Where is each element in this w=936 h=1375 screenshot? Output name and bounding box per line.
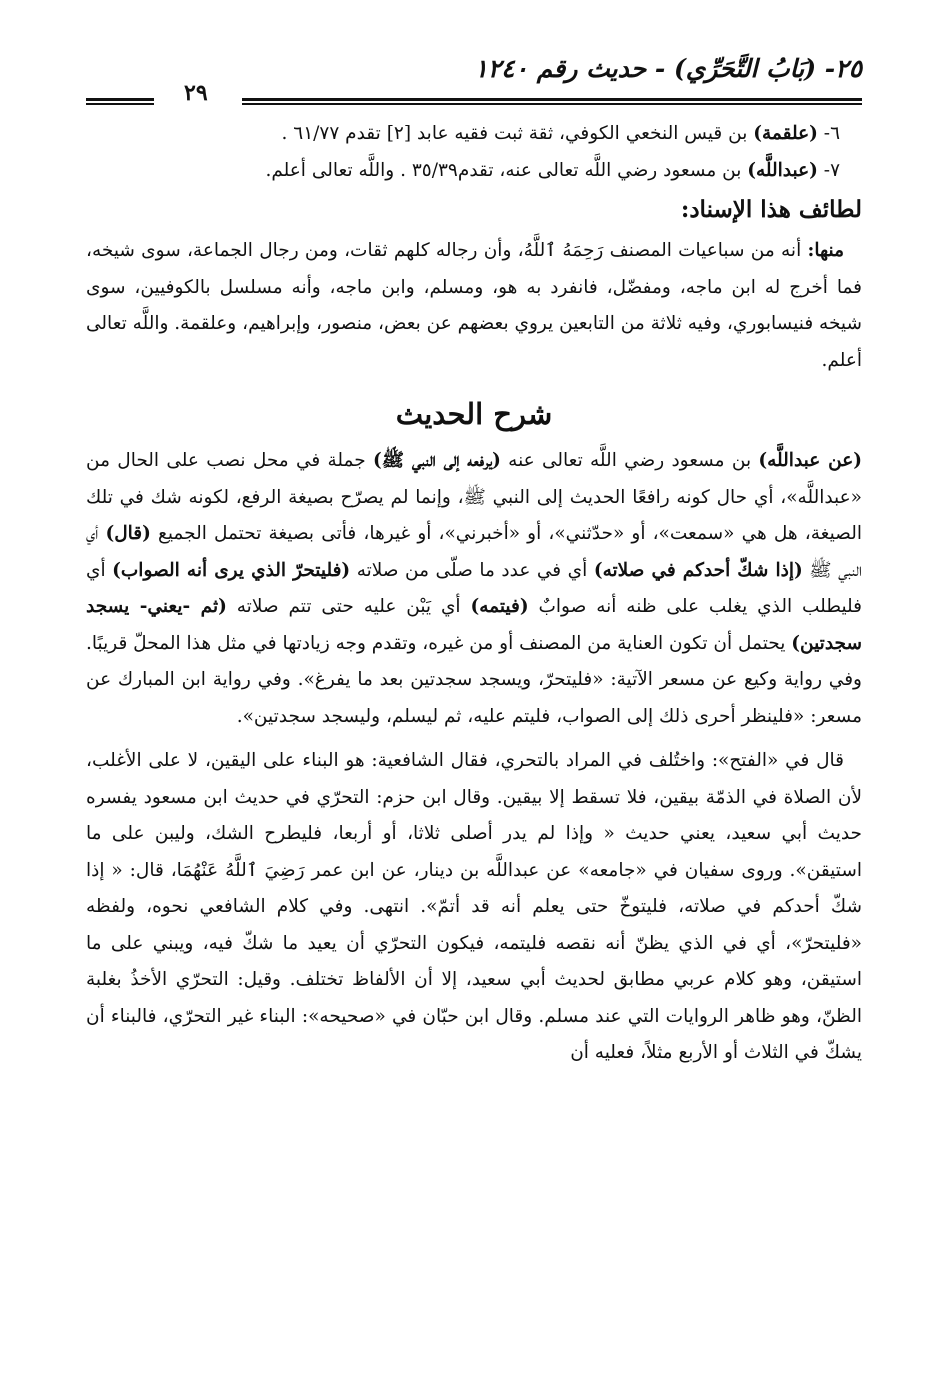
header-rule-long: [242, 98, 862, 105]
hadith-quote: (فيتمه): [470, 596, 529, 617]
header-rule-short: [86, 98, 154, 105]
page-header: [86, 46, 862, 106]
hadith-quote: (عن عبداللَّه): [758, 450, 862, 471]
page-body: [86, 116, 862, 1072]
hadith-quote: (فليتحرّ الذي يرى أنه الصواب): [112, 559, 351, 581]
narrator-name: (عبداللَّه): [747, 159, 818, 181]
commentary-text: يحتمل أن تكون العناية من المصنف أو من غيره، وتقدم وجه زيادتها في مثل هذا المحلّ قريبًا. وفي رواية وكيع عن مسعر الآتية: «فليتحرّ، ويسجد سجدتين بعد ما يفرغ». وفي رواية ابن المبارك عن مسعر: «فلينظر أحرى ذلك إلى الصواب، فليتم عليه، ثم ليسلم، وليسجد سجدتين».: [85, 632, 862, 727]
hadith-quote: (يرفعه إلى النبي ﷺ): [372, 450, 501, 471]
running-title: ٢٥- (بَابُ التَّحَرِّي) - حديث رقم ١٢٤٠: [474, 54, 862, 83]
narrator-text: بن قيس النخعي الكوفي، ثقة ثبت فقيه عابد [٢] تقدم ٦١/٧٧ .: [281, 123, 748, 144]
narrator-number: ٦-: [823, 123, 840, 144]
lataif-heading: لطائف هذا الإسناد:: [680, 196, 862, 223]
narrator-entry: [86, 153, 862, 190]
narrator-number: ٧-: [823, 159, 840, 181]
narrator-name: (علقمة): [753, 123, 818, 144]
hadith-quote: (قال): [105, 523, 151, 544]
commentary-text: أي يَبْن عليه حتى تتم صلاته: [226, 596, 471, 617]
narrator-text: بن مسعود رضي اللَّه تعالى عنه، تقدم٣٥/٣٩ . واللَّه تعالى أعلم.: [265, 159, 742, 181]
sharh-paragraph-2: قال في «الفتح»: واختُلف في المراد بالتحري، فقال الشافعية: هو البناء على اليقين، لا على الأغلب، لأن الصلاة في الذمّة بيقين، فلا تسقط إلا بيقين. وقال ابن حزم: التحرّي في حديث ابن مسعود يفسره حديث أبي سعيد، يعني حديث « وإذا لم يدر أصلى ثلاثا، أو أربعا، فليطرح الشك، وليبن على ما استيقن». وروى سفيان في «جامعه» عن عبداللَّه بن دينار، عن ابن عمر رَضِيَ ٱللَّهُ عَنْهُمَا، قال: « إذا شكّ أحدكم في صلاته، فليتوخّ حتى يعلم أنه قد أتمّ». انتهى. وفي كلام الشافعي نحوه، ولفظه «فليتحرّ»، أي في الذي يظنّ أنه نقصه فليتمه، فيكون التحرّي أن يعيد ما شكّ فيه، ويبني على ما استيقن، وهو كلام عربي مطابق لحديث أبي سعيد، إلا أن الألفاظ تختلف. وقيل: التحرّي الأخذُ بغلبة الظنّ، وهو ظاهر الروايات التي عند مسلم. وقال ابن حبّان في «صحيحه»: البناء غير التحرّي، فالبناء أن يشكّ في الثلاث أو الأربع مثلاً، فعليه أن: [86, 750, 862, 1063]
header-rule: [86, 80, 862, 108]
hadith-quote: (ثم -يعني- يسجد سجدتين): [86, 596, 862, 654]
sharh-paragraph-1: [86, 443, 862, 735]
sharh-heading: شرح الحديث: [395, 397, 553, 431]
commentary-text: أي فليطلب الذي يغلب على ظنه أنه صوابٌ: [86, 559, 862, 617]
hadith-quote: (إذا شكّ أحدكم في صلاته): [593, 559, 803, 581]
commentary-text: أي النبي ﷺ: [86, 523, 862, 581]
book-page: [86, 46, 862, 1080]
lataif-lead: منها:: [807, 240, 844, 261]
commentary-text: جملة في محل نصب على الحال من «عبداللَّه»، أي حال كونه رافعًا الحديث إلى النبي ﷺ، وإنما لم يصرّح بصيغة الرفع، لكونه شك في تلك الصيغة، هل هي «سمعت»، أو «حدّثني»، أو «أخبرني»، أو غيرها، فأتى بصيغة تحتمل الجميع: [86, 450, 862, 544]
page-number: ٢٩: [184, 80, 208, 106]
lataif-text: أنه من سباعيات المصنف رَحِمَهُ ٱللَّهُ، وأن رجاله كلهم ثقات، ومن رجال الجماعة، سوى شيخه، فما أخرج له ابن ماجه، ومفضّل، فانفرد به هو، ومسلم، وابن ماجه، وأنه مسلسل بالكوفيين، سوى شيخه فنيسابوري، وفيه ثلاثة من التابعين يروي بعضهم عن بعض، منصور، وإبراهيم، وعلقمة. واللَّه تعالى أعلم.: [86, 240, 862, 371]
commentary-text: بن مسعود رضي اللَّه تعالى عنه: [500, 450, 759, 471]
commentary-text: أي في عدد ما صلّى من صلاته: [350, 559, 594, 581]
lataif-paragraph: [86, 233, 862, 379]
narrator-entry: [86, 116, 862, 153]
